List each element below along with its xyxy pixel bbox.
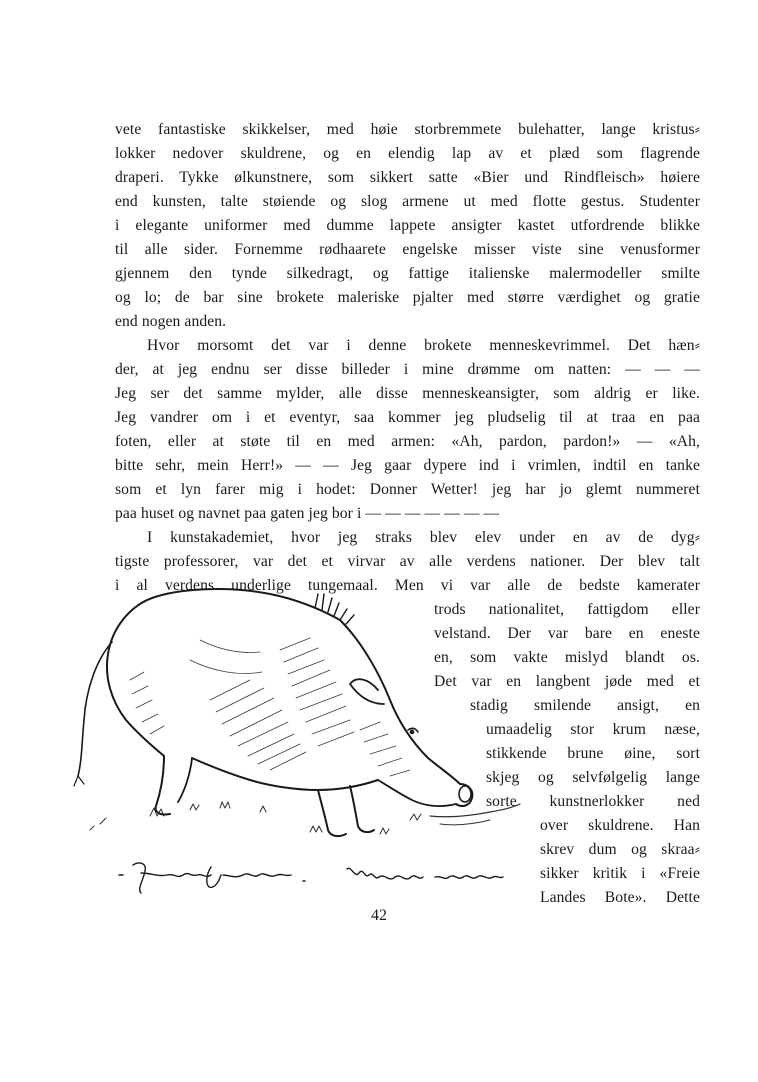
text-line: draperi. Tykke ølkunstnere, som sikkert satte «Bier und Rindfleisch» høiere [115, 169, 700, 186]
text-line: umaadelig stor krum næse, [486, 721, 700, 738]
text-line: i elegante uniformer med dumme lappete ansigter kastet utfordrende blikke [115, 217, 700, 234]
text-line: foten, eller at støte til en med armen: «Ah, pardon, pardon!» — «Ah, [115, 433, 700, 450]
text-line: over skuldrene. Han [540, 817, 700, 834]
text-line: skrev dum og skraa⸗ [540, 841, 700, 858]
text-line: stadig smilende ansigt, en [470, 697, 700, 714]
text-line: som et lyn farer mig i hodet: Donner Wetter! jeg har jo glemt nummeret [115, 481, 700, 498]
text-line: der, at jeg endnu ser disse billeder i mine drømme om natten: — — — [115, 361, 700, 378]
text-line: I kunstakademiet, hvor jeg straks blev elev under en av de dyg⸗ [147, 529, 700, 546]
text-line: skjeg og selvfølgelig lange [486, 769, 700, 786]
text-line: Det var en langbent jøde med et [434, 673, 700, 690]
text-line: Hvor morsomt det var i denne brokete menneskevrimmel. Det hæn⸗ [147, 337, 700, 354]
text-line: velstand. Der var bare en eneste [434, 625, 700, 642]
text-line: Jeg ser det samme mylder, alle disse menneskeansigter, som aldrig er like. [115, 385, 700, 402]
text-line: trods nationalitet, fattigdom eller [434, 601, 700, 618]
text-line: og lo; de bar sine brokete maleriske pjalter med større værdighet og gratie [115, 289, 700, 306]
text-line: paa huset og navnet paa gaten jeg bor i — — — — — — — [115, 505, 500, 522]
text-line: end kunsten, talte støiende og slog armene ut med flotte gestus. Studenter [115, 193, 700, 210]
text-line: lokker nedover skuldrene, og en elendig lap av et plæd som flagrende [115, 145, 700, 162]
text-line: Landes Bote». Dette [540, 889, 700, 906]
text-line: til alle sider. Fornemme rødhaarete engelske misser viste sine venusformer [115, 241, 700, 258]
text-line: vete fantastiske skikkelser, med høie storbremmete bulehatter, lange kristus⸗ [115, 121, 700, 138]
text-line: end nogen anden. [115, 313, 227, 330]
text-line: bitte sehr, mein Herr!» — — Jeg gaar dypere ind i vrimlen, indtil en tanke [115, 457, 700, 474]
text-line: i al verdens underlige tungemaal. Men vi var alle de bedste kamerater [115, 577, 700, 594]
text-line: sikker kritik i «Freie [540, 865, 700, 882]
text-line: en, som vakte mislyd blandt os. [434, 649, 700, 666]
text-line: sorte kunstnerlokker ned [486, 793, 700, 810]
text-line: Jeg vandrer om i et eventyr, saa kommer jeg pludselig til at traa en paa [115, 409, 700, 426]
text-line: gjennem den tynde silkedragt, og fattige italienske malermodeller smilte [115, 265, 700, 282]
text-line: stikkende brune øine, sort [486, 745, 700, 762]
page-number: 42 [371, 907, 387, 924]
text-line: tigste professorer, var det et virvar av alle verdens nationer. Der blev talt [115, 553, 700, 570]
handwritten-caption-drawing [115, 855, 535, 895]
